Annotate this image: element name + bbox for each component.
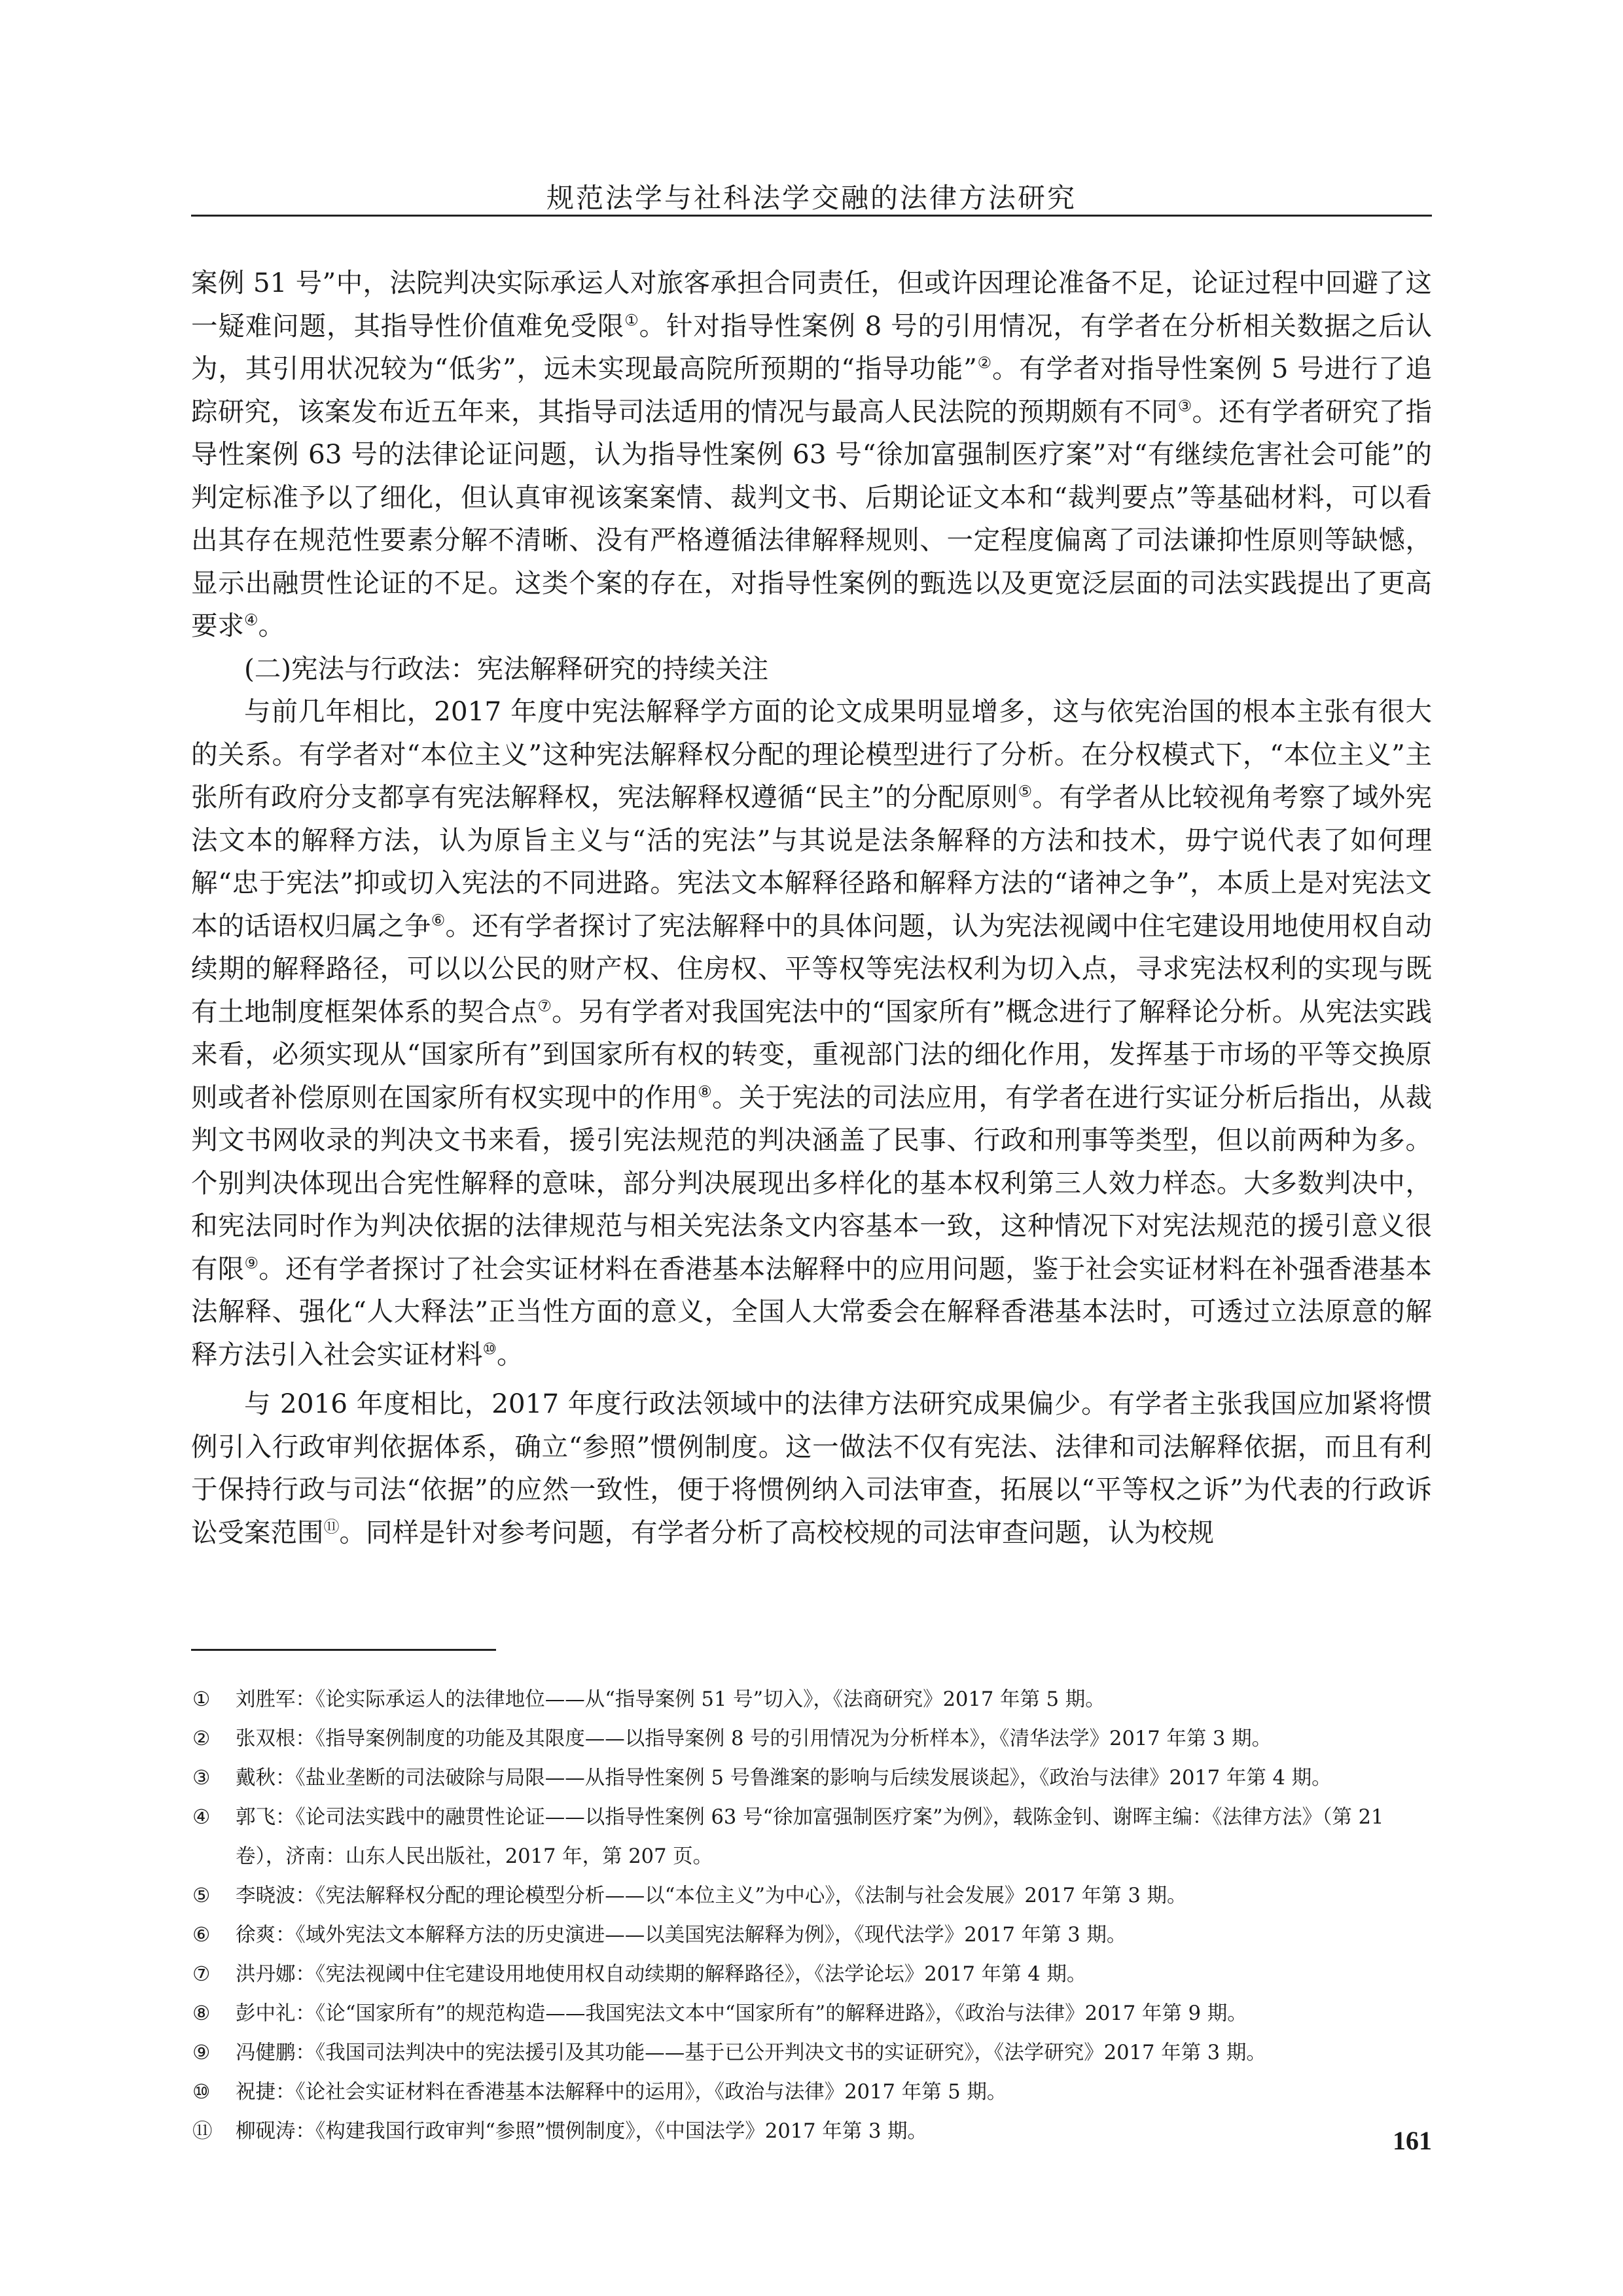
footnote-text: 洪丹娜：《宪法视阈中住宅建设用地使用权自动续期的解释路径》，《法学论坛》2017 年第 4 期。 (236, 1963, 1087, 1986)
footnote-ref-10[interactable]: ⑩ (482, 1339, 497, 1358)
footnote-7 (191, 1955, 1432, 1994)
footnote-text: 张双根：《指导案例制度的功能及其限度——以指导案例 8 号的引用情况为分析样本》，《清华法学》2017 年第 3 期。 (236, 1727, 1272, 1750)
footnote-mark: ⑨ (192, 2041, 211, 2064)
footnote-ref-1[interactable]: ① (624, 311, 639, 329)
footnote-ref-11[interactable]: ⑪ (323, 1517, 340, 1536)
footnote-text: 彭中礼：《论“国家所有”的规范构造——我国宪法文本中“国家所有”的解释进路》，《政治与法律》2017 年第 9 期。 (236, 2002, 1247, 2025)
footnotes (191, 1680, 1432, 2151)
footnote-ref-7[interactable]: ⑦ (537, 997, 552, 1015)
footnote-text: 刘胜军：《论实际承运人的法律地位——从“指导案例 51 号”切入》，《法商研究》2017 年第 5 期。 (236, 1688, 1105, 1711)
footnote-text: 冯健鹏：《我国司法判决中的宪法援引及其功能——基于已公开判决文书的实证研究》，《法学研究》2017 年第 3 期。 (236, 2041, 1266, 2064)
footnote-mark: ⑦ (192, 1963, 211, 1986)
main-text (191, 262, 1432, 1554)
footnote-ref-3[interactable]: ③ (1177, 397, 1192, 415)
footnote-ref-5[interactable]: ⑤ (1018, 782, 1033, 801)
footnote-8 (191, 1994, 1432, 2034)
footnote-2 (191, 1720, 1432, 1759)
page-number: 161 (1393, 2126, 1432, 2155)
footnote-mark: ④ (192, 1806, 211, 1829)
footnote-mark: ⑥ (192, 1924, 211, 1947)
footnote-mark: ⑧ (192, 2002, 211, 2025)
footnote-text: 郭飞：《论司法实践中的融贯性论证——以指导性案例 63 号“徐加富强制医疗案”为例》，载陈金钊、谢晖主编：《法律方法》（第 21 卷），济南：山东人民出版社，2017 年，第 207 页。 (236, 1806, 1384, 1868)
footnote-mark: ⑩ (192, 2081, 211, 2104)
footnote-mark: ⑤ (192, 1884, 211, 1907)
section-subheading: (二)宪法与行政法：宪法解释研究的持续关注 (244, 652, 769, 684)
footnote-ref-8[interactable]: ⑧ (698, 1082, 713, 1101)
footnote-1 (191, 1680, 1432, 1720)
paragraph-3: 与 2016 年度相比，2017 年度行政法领域中的法律方法研究成果偏少。有学者主张我国应加紧将惯例引入行政审判依据体系，确立“参照”惯例制度。这一做法不仅有宪法、法律和司法解释依据，而且有利于保持行政与司法“依据”的应然一致性，便于将惯例纳入司法审查，拓展以“平等权之诉”为代表的行政诉讼受案范围⑪。同样是针对参考问题，有学者分析了高校校规的司法审查问题，认为校规 (191, 1388, 1432, 1548)
paragraph-1: 案例 51 号”中，法院判决实际承运人对旅客承担合同责任，但或许因理论准备不足，论证过程中回避了这一疑难问题，其指导性价值难免受限①。针对指导性案例 8 号的引用情况，有学者在分析相关数据之后认为，其引用状况较为“低劣”，远未实现最高院所预期的“指导功能”②。有学者对指导性案例 5 号进行了追踪研究，该案发布近五年来，其指导司法适用的情况与最高人民法院的预期颇有不同③。还有学者研究了指导性案例 63 号的法律论证问题，认为指导性案例 63 号“徐加富强制医疗案”对“有继续危害社会可能”的判定标准予以了细化，但认真审视该案案情、裁判文书、后期论证文本和“裁判要点”等基础材料，可以看出其存在规范性要素分解不清晰、没有严格遵循法律解释规则、一定程度偏离了司法谦抑性原则等缺憾，显示出融贯性论证的不足。这类个案的存在，对指导性案例的甄选以及更宽泛层面的司法实践提出了更高要求④。 (191, 267, 1432, 641)
footnote-mark: ③ (192, 1767, 211, 1790)
running-header: 规范法学与社科法学交融的法律方法研究 (546, 184, 1077, 214)
header-rule (191, 215, 1432, 217)
footnote-text: 柳砚涛：《构建我国行政审判“参照”惯例制度》，《中国法学》2017 年第 3 期。 (236, 2120, 928, 2143)
paragraph-2: 与前几年相比，2017 年度中宪法解释学方面的论文成果明显增多，这与依宪治国的根本主张有很大的关系。有学者对“本位主义”这种宪法解释权分配的理论模型进行了分析。在分权模式下，“本位主义”主张所有政府分支都享有宪法解释权，宪法解释权遵循“民主”的分配原则⑤。有学者从比较视角考察了域外宪法文本的解释方法，认为原旨主义与“活的宪法”与其说是法条解释的方法和技术，毋宁说代表了如何理解“忠于宪法”抑或切入宪法的不同进路。宪法文本解释径路和解释方法的“诸神之争”，本质上是对宪法文本的话语权归属之争⑥。还有学者探讨了宪法解释中的具体问题，认为宪法视阈中住宅建设用地使用权自动续期的解释路径，可以以公民的财产权、住房权、平等权等宪法权利为切入点，寻求宪法权利的实现与既有土地制度框架体系的契合点⑦。另有学者对我国宪法中的“国家所有”概念进行了解释论分析。从宪法实践来看，必须实现从“国家所有”到国家所有权的转变，重视部门法的细化作用，发挥基于市场的平等交换原则或者补偿原则在国家所有权实现中的作用⑧。关于宪法的司法应用，有学者在进行实证分析后指出，从裁判文书网收录的判决文书来看，援引宪法规范的判决涵盖了民事、行政和刑事等类型，但以前两种为多。个别判决体现出合宪性解释的意味，部分判决展现出多样化的基本权利第三人效力样态。大多数判决中，和宪法同时作为判决依据的法律规范与相关宪法条文内容基本一致，这种情况下对宪法规范的援引意义很有限⑨。还有学者探讨了社会实证材料在香港基本法解释中的应用问题，鉴于社会实证材料在补强香港基本法解释、强化“人大释法”正当性方面的意义，全国人大常委会在解释香港基本法时，可透过立法原意的解释方法引入社会实证材料⑩。 (191, 696, 1433, 1370)
footnote-10 (191, 2073, 1432, 2112)
footnote-mark: ② (192, 1727, 211, 1750)
footnote-text: 戴秋：《盐业垄断的司法破除与局限——从指导性案例 5 号鲁潍案的影响与后续发展谈起》，《政治与法律》2017 年第 4 期。 (236, 1767, 1332, 1790)
footnote-9 (191, 2034, 1432, 2073)
footnote-4 (191, 1798, 1432, 1877)
footnote-3 (191, 1759, 1432, 1798)
footnote-ref-9[interactable]: ⑨ (244, 1254, 259, 1272)
footnote-5 (191, 1877, 1432, 1916)
footnote-text: 祝捷：《论社会实证材料在香港基本法解释中的运用》，《政治与法律》2017 年第 5 期。 (236, 2081, 1007, 2104)
footnote-rule (191, 1649, 496, 1651)
footnote-ref-4[interactable]: ④ (244, 610, 259, 629)
footnote-11 (191, 2112, 1432, 2151)
footnote-ref-6[interactable]: ⑥ (431, 911, 446, 929)
footnote-mark: ⑪ (192, 2120, 213, 2143)
footnote-mark: ① (192, 1688, 211, 1711)
footnote-text: 徐爽：《域外宪法文本解释方法的历史演进——以美国宪法解释为例》，《现代法学》2017 年第 3 期。 (236, 1924, 1127, 1947)
footnote-6 (191, 1916, 1432, 1955)
footnote-ref-2[interactable]: ② (976, 353, 992, 372)
footnote-text: 李晓波：《宪法解释权分配的理论模型分析——以“本位主义”为中心》，《法制与社会发展》2017 年第 3 期。 (236, 1884, 1187, 1907)
